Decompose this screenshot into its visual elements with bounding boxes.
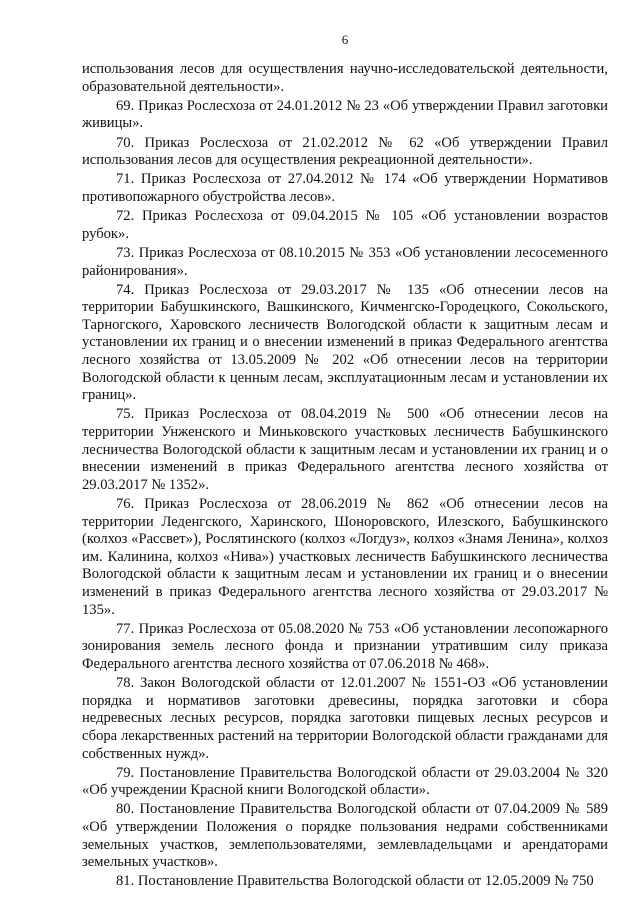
paragraph-item-76: 76. Приказ Рослесхоза от 28.06.2019 № 862 «Об отнесении лесов на территории Леденгского, Харинского, Шоноровского, Илезского, Бабушкинского (колхоз «Рассвет»), Рослятинского (колхоз «Логдуз», колхоз «Знамя Ленина», колхоз им. Калинина, колхоз «Нива») участковых лесничеств Бабушкинского лесничества Вологодской области к защитным лесам и установлении их границ и о внесении изменений в приказ Федерального агентства лесного хозяйства от 29.03.2017 № 135». [82,496,608,618]
paragraph-item-75: 75. Приказ Рослесхоза от 08.04.2019 № 500 «Об отнесении лесов на территории Унженского и Миньковского участковых лесничеств Бабушкинского лесничества Вологодской области к защитным лесам и установлении их границ и о внесении изменений в приказ Федерального агентства лесного хозяйства от 29.03.2017 № 1352». [82,406,608,493]
paragraph-item-78: 78. Закон Вологодской области от 12.01.2007 № 1551-ОЗ «Об установлении порядка и нормативов заготовки древесины, порядка заготовки и сбора недревесных лесных ресурсов, порядка заготовки пищевых лесных ресурсов и сбора лекарственных растений на территории Вологодской области гражданами для собственных нужд». [82,675,608,762]
paragraph-item-70: 70. Приказ Рослесхоза от 21.02.2012 № 62 «Об утверждении Правил использования лесов для осуществления рекреационной деятельности». [82,134,608,169]
document-page [82,0,608,904]
paragraph-item-81: 81. Постановление Правительства Вологодской области от 12.05.2009 № 750 [116,873,594,890]
paragraph-item-80: 80. Постановление Правительства Вологодской области от 07.04.2009 № 589 «Об утверждении Положения о порядке пользования недрами собственниками земельных участков, землепользователями, землевладельцами и арендаторами земельных участков». [82,801,608,871]
paragraph-item-72: 72. Приказ Рослесхоза от 09.04.2015 № 105 «Об установлении возрастов рубок». [82,208,608,242]
paragraph-continuation: использования лесов для осуществления научно-исследовательской деятельности, образовательной деятельности». [82,61,608,95]
paragraph-item-73: 73. Приказ Рослесхоза от 08.10.2015 № 353 «Об установлении лесосеменного районирования». [82,244,608,279]
paragraph-item-69: 69. Приказ Рослесхоза от 24.01.2012 № 23 «Об утверждении Правил заготовки живицы». [82,97,608,132]
document-body [82,61,608,893]
paragraph-item-71: 71. Приказ Рослесхоза от 27.04.2012 № 174 «Об утверждении Нормативов противопожарного обустройства лесов». [82,171,608,205]
paragraph-item-79: 79. Постановление Правительства Вологодской области от 29.03.2004 № 320 «Об учреждении Красной книги Вологодской области». [82,764,608,799]
paragraph-item-77: 77. Приказ Рослесхоза от 05.08.2020 № 753 «Об установлении лесопожарного зонирования земель лесного фонда и признании утратившим силу приказа Федерального агентства лесного хозяйства от 07.06.2018 № 468». [82,620,608,672]
page-number: 6 [341,32,349,47]
paragraph-item-74: 74. Приказ Рослесхоза от 29.03.2017 № 135 «Об отнесении лесов на территории Бабушкинского, Вашкинского, Кичменгско-Городецкого, Сокольского, Тарногского, Харовского лесничеств Вологодской области к защитным лесам и установлении их границ и о внесении изменений в приказ Федерального агентства лесного хозяйства от 13.05.2009 № 202 «Об отнесении лесов на территории Вологодской области к ценным лесам, эксплуатационным лесам и установлении их границ». [82,281,608,404]
